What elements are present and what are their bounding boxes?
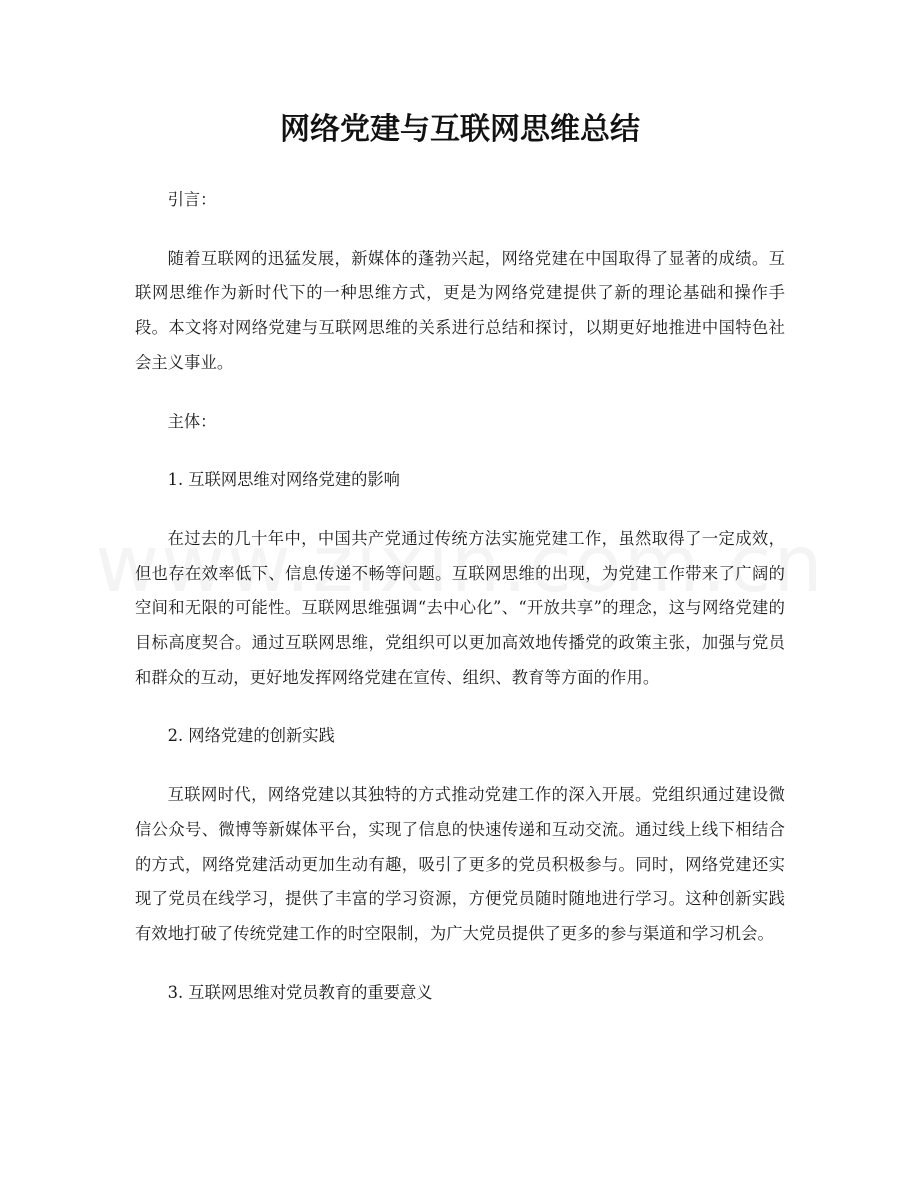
subheading-1: 1. 互联网思维对网络党建的影响 xyxy=(167,470,400,490)
section-heading-intro: 引言： xyxy=(167,190,217,209)
subheading-2: 2. 网络党建的创新实践 xyxy=(167,726,335,746)
document-title: 网络党建与互联网思维总结 xyxy=(280,112,640,147)
subheading-3: 3. 互联网思维对党员教育的重要意义 xyxy=(167,982,433,1002)
section-heading-main: 主体： xyxy=(167,411,217,431)
paragraph-intro: 随着互联网的迅猛发展，新媒体的蓬勃兴起，网络党建在中国取得了显著的成绩。互联网思维作为新时代下的一种思维方式，更是为网络党建提供了新的理论基础和操作手段。本文将对网络党建与互联网思维的关系进行总结和探讨，以期更好地推进中国特色社会主义事业。 xyxy=(135,248,785,372)
paragraph-2: 互联网时代，网络党建以其独特的方式推动党建工作的深入开展。党组织通过建设微信公众号、微博等新媒体平台，实现了信息的快速传递和互动交流。通过线上线下相结合的方式，网络党建活动更加生动有趣，吸引了更多的党员积极参与。同时，网络党建还实现了党员在线学习，提供了丰富的学习资源，方便党员随时随地进行学习。这种创新实践有效地打破了传统党建工作的时空限制，为广大党员提供了更多的参与渠道和学习机会。 xyxy=(135,785,785,943)
paragraph-1: 在过去的几十年中，中国共产党通过传统方法实施党建工作，虽然取得了一定成效，但也存在效率低下、信息传递不畅等问题。互联网思维的出现，为党建工作带来了广阔的空间和无限的可能性。互联网思维强调“去中心化”、“开放共享”的理念，这与网络党建的目标高度契合。通过互联网思维，党组织可以更加高效地传播党的政策主张，加强与党员和群众的互动，更好地发挥网络党建在宣传、组织、教育等方面的作用。 xyxy=(135,528,785,687)
document-body xyxy=(135,183,785,1034)
